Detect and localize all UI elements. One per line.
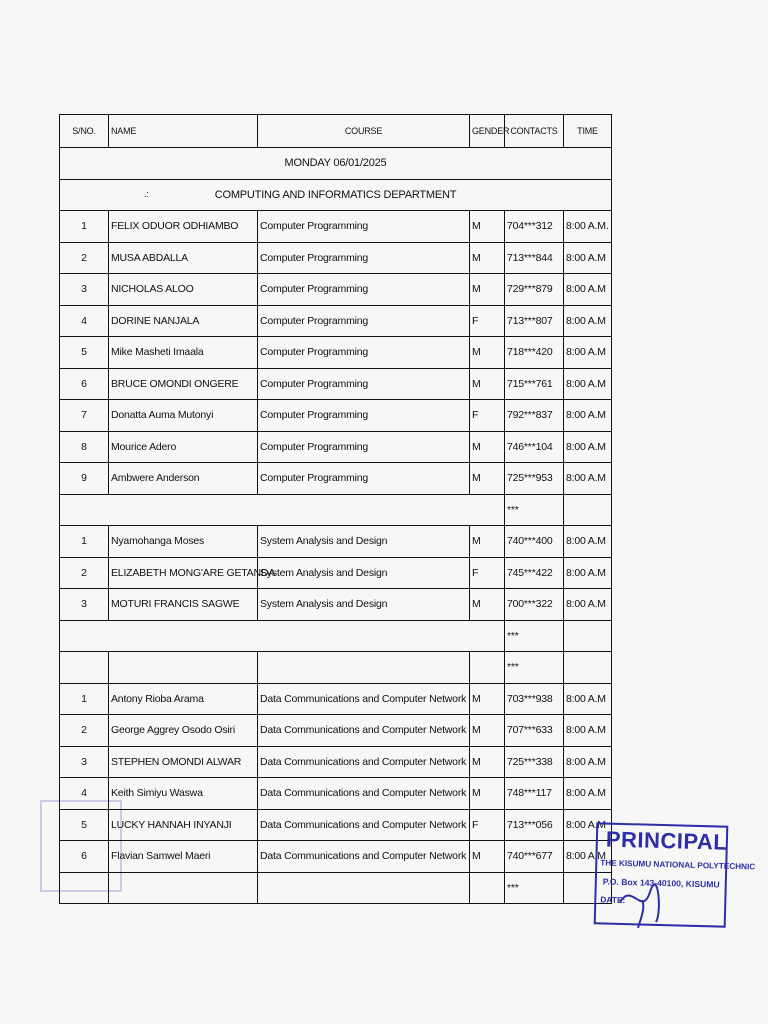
time-cell: 8:00 A.M [564,400,612,432]
gender-cell: F [470,557,505,589]
separator-blank-cell [60,494,505,526]
table-row [60,526,612,558]
course-cell: Computer Programming [258,463,470,495]
header-gender: GENDER [470,115,505,148]
table-row [60,400,612,432]
contacts-cell: 713***056 [505,809,564,841]
header-time: TIME [564,115,612,148]
time-cell: 8:00 A.M [564,242,612,274]
table-row [60,778,612,810]
contacts-cell: 729***879 [505,274,564,306]
table-row [60,242,612,274]
course-cell: Computer Programming [258,211,470,243]
table-row [60,841,612,873]
course-cell: Data Communications and Computer Network [258,841,470,873]
name-cell: Mourice Adero [109,431,258,463]
table-row [60,368,612,400]
time-cell: 8:00 A.M [564,463,612,495]
sno-cell: 2 [60,715,109,747]
gender-cell: M [470,368,505,400]
contacts-cell: 746***104 [505,431,564,463]
time-cell: 8:00 A.M [564,809,612,841]
stamp-title: PRINCIPAL [605,826,728,855]
contacts-cell: 707***633 [505,715,564,747]
name-cell: Antony Rioba Arama [109,683,258,715]
separator-course-cell [258,872,470,904]
table-row [60,715,612,747]
gender-cell: M [470,589,505,621]
separator-name-cell [109,652,258,684]
separator-contacts-cell: *** [505,620,564,652]
table-row [60,305,612,337]
timetable [59,114,612,904]
course-cell: Computer Programming [258,337,470,369]
course-cell: Computer Programming [258,274,470,306]
course-cell: System Analysis and Design [258,557,470,589]
gender-cell: M [470,274,505,306]
table-row [60,683,612,715]
course-cell: Computer Programming [258,368,470,400]
separator-gender-cell [470,652,505,684]
course-cell: Data Communications and Computer Network [258,746,470,778]
name-cell: NICHOLAS ALOO [109,274,258,306]
name-cell: George Aggrey Osodo Osiri [109,715,258,747]
gender-cell: M [470,211,505,243]
time-cell: 8:00 A.M [564,337,612,369]
course-cell: Computer Programming [258,305,470,337]
course-cell: Data Communications and Computer Network [258,715,470,747]
separator-contacts-cell: *** [505,872,564,904]
time-cell: 8:00 A.M [564,431,612,463]
time-cell: 8:00 A.M [564,683,612,715]
sno-cell: 3 [60,589,109,621]
sno-cell: 7 [60,400,109,432]
contacts-cell: 704***312 [505,211,564,243]
table-row [60,337,612,369]
contacts-cell: 748***117 [505,778,564,810]
course-cell: Data Communications and Computer Network [258,778,470,810]
contacts-cell: 725***953 [505,463,564,495]
department-row [60,179,612,211]
time-cell: 8:00 A.M [564,715,612,747]
gender-cell: M [470,431,505,463]
sno-cell: 3 [60,746,109,778]
table-row [60,809,612,841]
time-cell: 8:00 A.M [564,526,612,558]
department-label: COMPUTING AND INFORMATICS DEPARTMENT [214,188,457,201]
table-row [60,431,612,463]
contacts-cell: 703***938 [505,683,564,715]
name-cell: Nyamohanga Moses [109,526,258,558]
name-cell: DORINE NANJALA [109,305,258,337]
gender-cell: M [470,337,505,369]
separator-sno-cell [60,872,109,904]
time-cell: 8:00 A.M [564,746,612,778]
stamp-institution: THE KISUMU NATIONAL POLYTECHNIC [600,858,756,872]
time-cell: 8:00 A.M [564,841,612,873]
sno-cell: 6 [60,368,109,400]
table-row [60,746,612,778]
separator-row [60,872,612,904]
gender-cell: M [470,841,505,873]
sno-cell: 1 [60,683,109,715]
separator-course-cell [258,652,470,684]
separator-time-cell [564,494,612,526]
time-cell: 8:00 A.M [564,778,612,810]
sno-cell: 5 [60,809,109,841]
separator-row [60,620,612,652]
course-cell: System Analysis and Design [258,589,470,621]
gender-cell: F [470,809,505,841]
separator-contacts-cell: *** [505,652,564,684]
time-cell: 8:00 A.M [564,305,612,337]
table-row [60,211,612,243]
table-row [60,274,612,306]
gender-cell: M [470,746,505,778]
separator-row [60,494,612,526]
gender-cell: M [470,778,505,810]
name-cell: Donatta Auma Mutonyi [109,400,258,432]
name-cell: MUSA ABDALLA [109,242,258,274]
course-cell: Data Communications and Computer Network [258,683,470,715]
gender-cell: F [470,305,505,337]
separator-gender-cell [470,872,505,904]
name-cell: FELIX ODUOR ODHIAMBO [109,211,258,243]
separator-time-cell [564,652,612,684]
header-contacts: CONTACTS [505,115,564,148]
gender-cell: M [470,683,505,715]
time-cell: 8:00 A.M. [564,211,612,243]
separator-time-cell [564,620,612,652]
department-cell [60,179,612,211]
contacts-cell: 700***322 [505,589,564,621]
contacts-cell: 725***338 [505,746,564,778]
date-cell: MONDAY 06/01/2025 [60,148,612,180]
sno-cell: 2 [60,557,109,589]
stamp-address: P.O. Box 143-40100, KISUMU [602,876,720,890]
header-row [60,115,612,148]
sno-cell: 8 [60,431,109,463]
name-cell: Ambwere Anderson [109,463,258,495]
name-cell: Keith Simiyu Waswa [109,778,258,810]
separator-contacts-cell: *** [505,494,564,526]
sno-cell: 4 [60,778,109,810]
gender-cell: F [470,400,505,432]
separator-row [60,652,612,684]
contacts-cell: 792***837 [505,400,564,432]
contacts-cell: 740***677 [505,841,564,873]
contacts-cell: 713***807 [505,305,564,337]
name-cell: ELIZABETH MONG'ARE GETANDA [109,557,258,589]
name-cell: STEPHEN OMONDI ALWAR [109,746,258,778]
time-cell: 8:00 A.M [564,589,612,621]
header-name: NAME [109,115,258,148]
date-row [60,148,612,180]
contacts-cell: 715***761 [505,368,564,400]
sno-cell: 1 [60,211,109,243]
course-cell: System Analysis and Design [258,526,470,558]
gender-cell: M [470,715,505,747]
gender-cell: M [470,242,505,274]
table-row [60,557,612,589]
gender-cell: M [470,526,505,558]
course-cell: Data Communications and Computer Network [258,809,470,841]
contacts-cell: 745***422 [505,557,564,589]
course-cell: Computer Programming [258,400,470,432]
name-cell: MOTURI FRANCIS SAGWE [109,589,258,621]
timetable-body [60,148,612,904]
sno-cell: 1 [60,526,109,558]
stamp-date: DATE: [600,894,626,906]
gender-cell: M [470,463,505,495]
contacts-cell: 740***400 [505,526,564,558]
sno-cell: 6 [60,841,109,873]
name-cell: Mike Masheti Imaala [109,337,258,369]
course-cell: Computer Programming [258,242,470,274]
sno-cell: 5 [60,337,109,369]
table-row [60,463,612,495]
time-cell: 8:00 A.M [564,274,612,306]
separator-sno-cell [60,652,109,684]
course-cell: Computer Programming [258,431,470,463]
sno-cell: 4 [60,305,109,337]
separator-blank-cell [60,620,505,652]
separator-name-cell [109,872,258,904]
sno-cell: 2 [60,242,109,274]
name-cell: LUCKY HANNAH INYANJI [109,809,258,841]
contacts-cell: 713***844 [505,242,564,274]
header-sno: S/NO. [60,115,109,148]
sno-cell: 9 [60,463,109,495]
header-course: COURSE [258,115,470,148]
table-row [60,589,612,621]
sno-cell: 3 [60,274,109,306]
time-cell: 8:00 A.M [564,368,612,400]
time-cell: 8:00 A.M [564,557,612,589]
name-cell: Flavian Samwel Maeri [109,841,258,873]
stray-mark: .: [144,188,149,199]
name-cell: BRUCE OMONDI ONGERE [109,368,258,400]
contacts-cell: 718***420 [505,337,564,369]
signature-mark [612,862,672,932]
